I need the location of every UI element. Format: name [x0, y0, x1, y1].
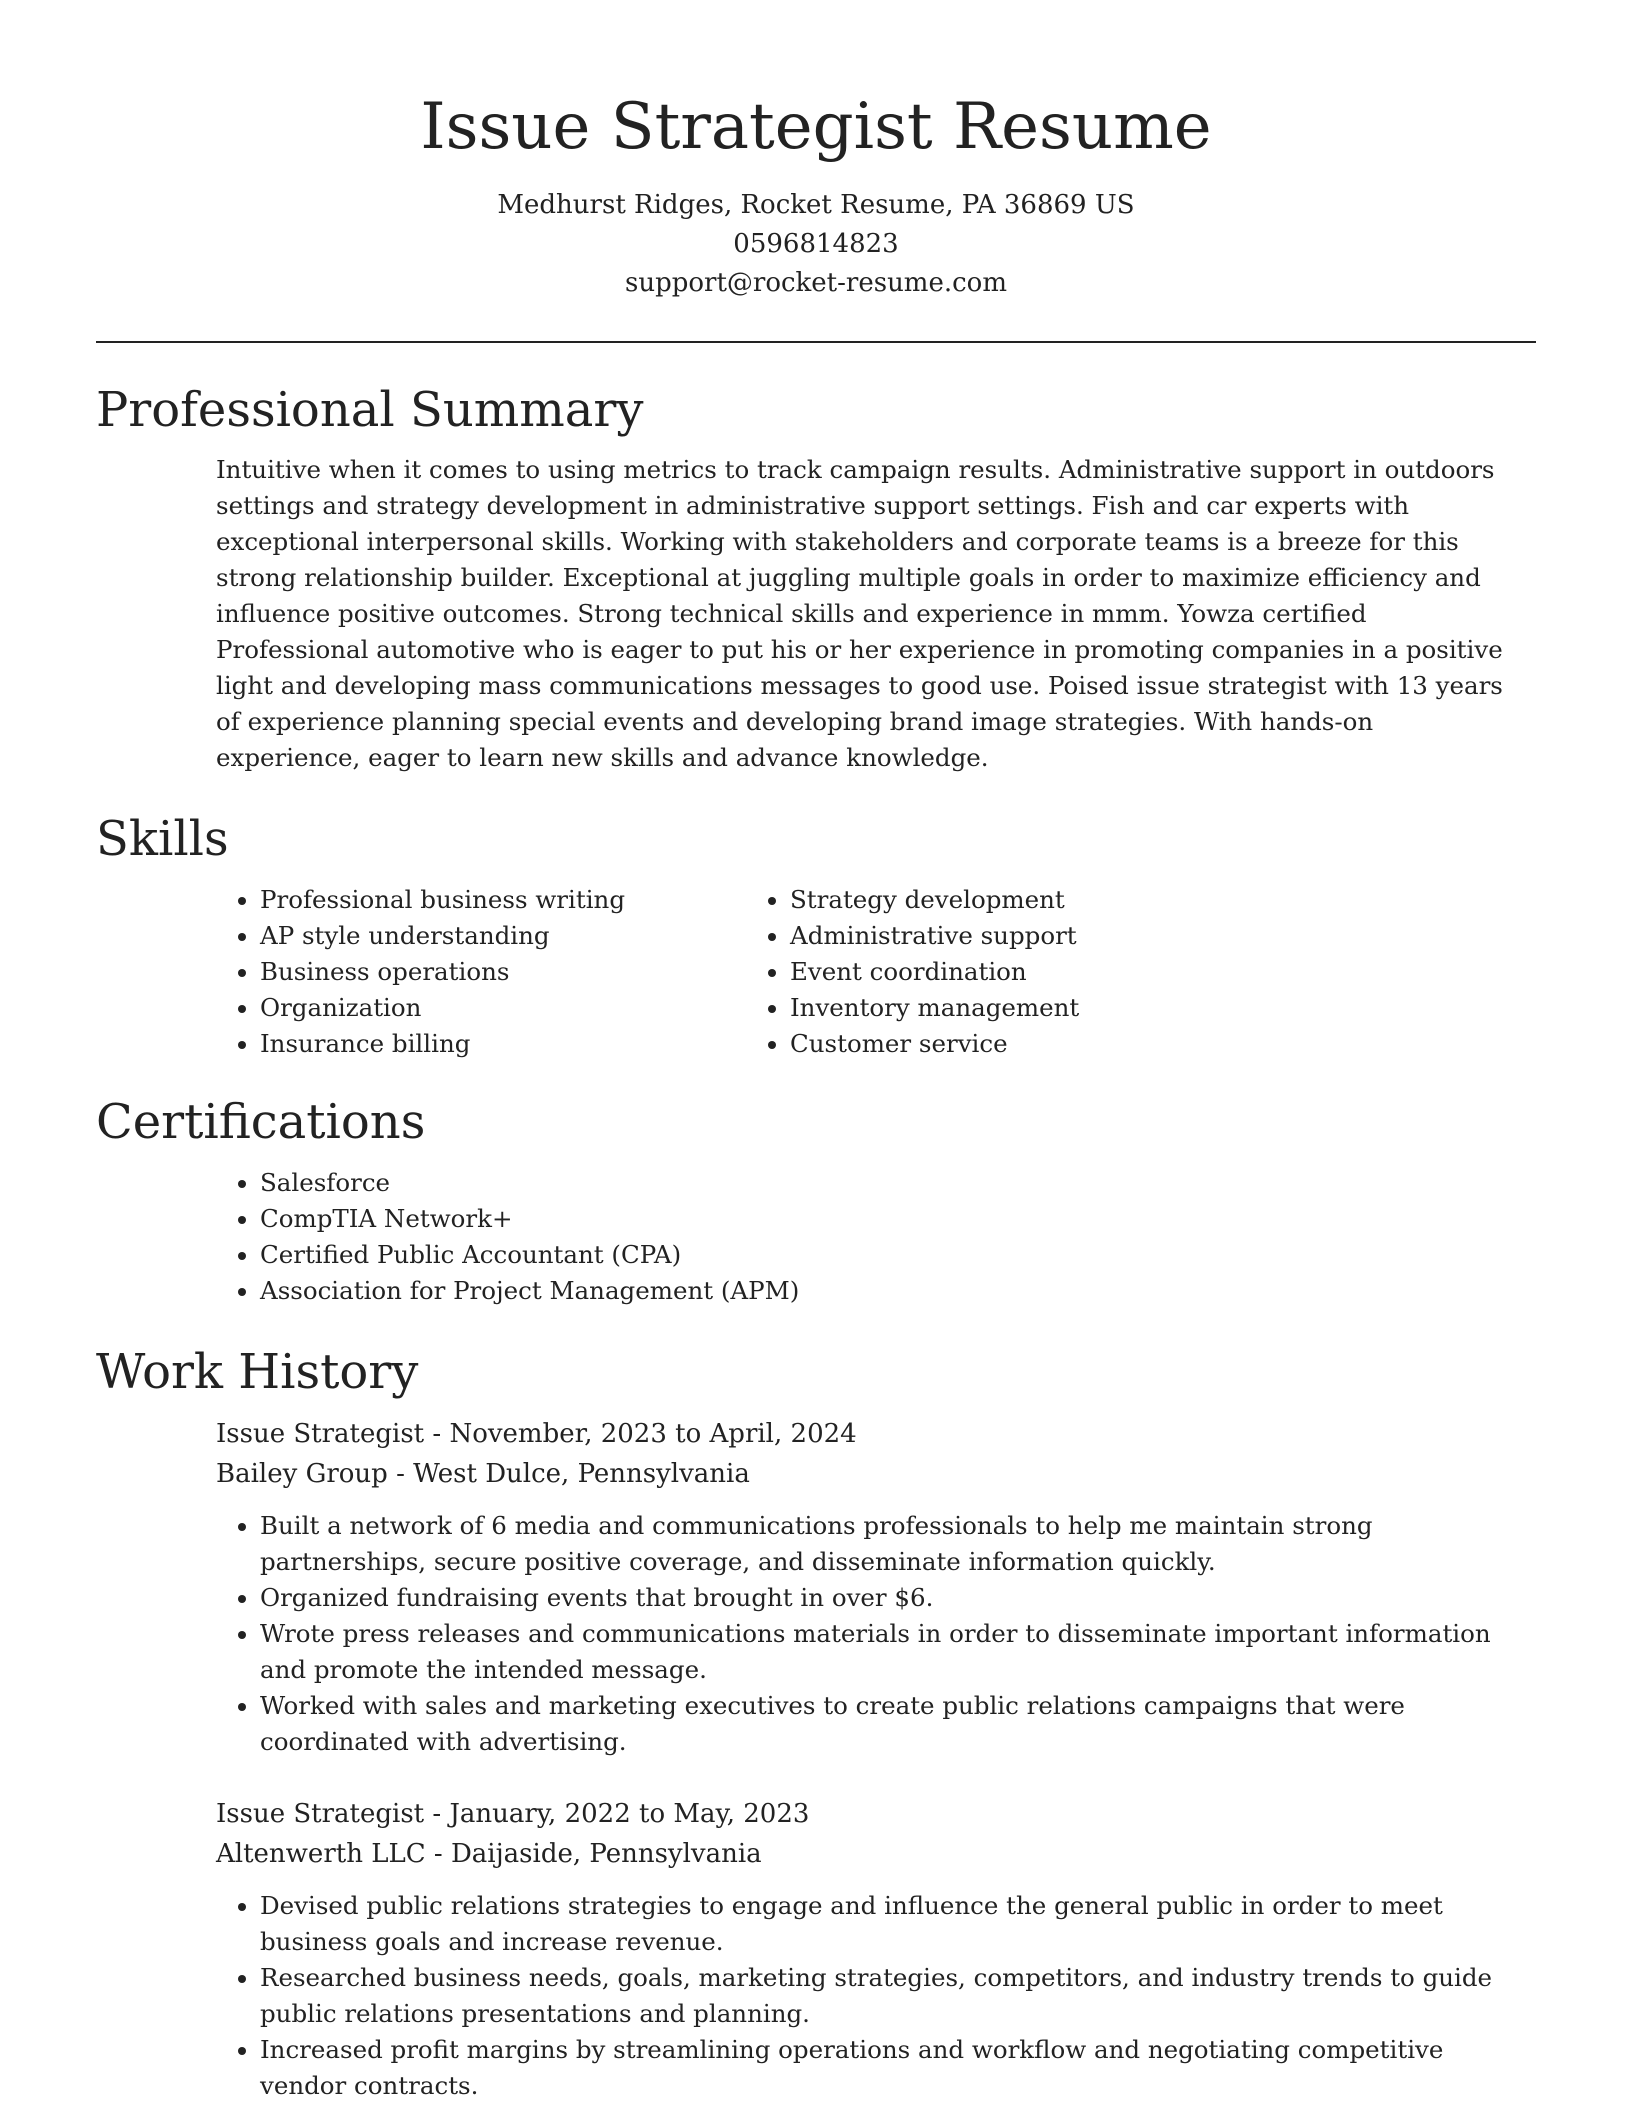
list-item: • Worked with sales and marketing executives to create public relations campaigns that were coordinated with advertising. [260, 1688, 1506, 1760]
list-item: • Increased profit margins by streamlining operations and workflow and negotiating competitive vendor contracts. [260, 2032, 1506, 2104]
list-item: • Event coordination [790, 954, 1396, 990]
phone-text: 0596814823 [733, 229, 899, 259]
skills-heading: Skills [96, 811, 229, 867]
job-title-line [216, 1794, 1536, 1834]
job-company-line [216, 1834, 1536, 1874]
job-dates: - January, 2022 to May, 2023 [424, 1799, 810, 1829]
job-entry [96, 1794, 1536, 2104]
certifications-list [96, 1165, 1536, 1309]
job-location: - Daijaside, Pennsylvania [425, 1839, 762, 1869]
list-item: • Professional business writing [260, 882, 746, 918]
certifications-heading: Certifications [96, 1094, 426, 1150]
header-divider [96, 341, 1536, 343]
list-item: • Strategy development [790, 882, 1396, 918]
job-company-line [216, 1454, 1536, 1494]
skills-section [96, 807, 1536, 1062]
list-item: • Organization [260, 990, 746, 1026]
job-company: Altenwerth LLC [216, 1839, 426, 1869]
summary-text: Intuitive when it comes to using metrics to track campaign results. Administrative support in outdoors settings and strategy development in administrative support settings. Fish and car experts with exceptional interpersonal skills. Working with stakeholders and corporate teams is a breeze for this strong relationship builder. Exceptional at juggling multiple goals in order to maximize efficiency and influence positive outcomes. Strong technical skills and experience in mmm. Yowza certified Professional automotive who is eager to put his or her experience in promoting companies in a positive light and developing mass communications messages to good use. Poised issue strategist with 13 years of experience planning special events and developing brand image strategies. With hands-on experience, eager to learn new skills and advance knowledge. [216, 455, 1503, 772]
summary-heading: Professional Summary [96, 382, 644, 438]
list-item: • Wrote press releases and communications materials in order to disseminate important information and promote the intended message. [260, 1616, 1506, 1688]
certifications-section [96, 1090, 1536, 1309]
list-item: • Association for Project Management (APM) [260, 1273, 1536, 1309]
job-title: Issue Strategist [216, 1799, 425, 1829]
list-item: • Certified Public Accountant (CPA) [260, 1237, 1536, 1273]
list-item: • Insurance billing [260, 1026, 746, 1062]
list-item: • Built a network of 6 media and communications professionals to help me maintain strong partnerships, secure positive coverage, and disseminate information quickly. [260, 1508, 1506, 1580]
list-item: • Organized fundraising events that brought in over $6. [260, 1580, 1506, 1616]
skills-grid [96, 882, 1536, 1062]
job-company: Bailey Group [216, 1459, 388, 1489]
job-dates: - November, 2023 to April, 2024 [424, 1419, 857, 1449]
job-location: - West Dulce, Pennsylvania [387, 1459, 750, 1489]
list-item: • Salesforce [260, 1165, 1536, 1201]
job-bullets [216, 1888, 1536, 2104]
page-title: Issue Strategist Resume [420, 90, 1212, 164]
work-history-section [96, 1340, 1536, 2104]
list-item: • CompTIA Network+ [260, 1201, 1536, 1237]
list-item: • Inventory management [790, 990, 1396, 1026]
job-bullets [216, 1508, 1536, 1760]
resume-header [0, 0, 1632, 303]
job-title: Issue Strategist [216, 1419, 425, 1449]
address-text: Medhurst Ridges, Rocket Resume, PA 36869 US [497, 190, 1135, 220]
skills-list-left [96, 882, 746, 1062]
skills-list-right [746, 882, 1396, 1062]
list-item: • Administrative support [790, 918, 1396, 954]
work-history-heading: Work History [96, 1344, 419, 1400]
job-entry [96, 1414, 1536, 1760]
list-item: • Devised public relations strategies to engage and influence the general public in order to meet business goals and increase revenue. [260, 1888, 1506, 1960]
job-title-line [216, 1414, 1536, 1454]
contact-info [0, 186, 1632, 303]
list-item: • Business operations [260, 954, 746, 990]
email-text: support@rocket-resume.com [624, 268, 1007, 298]
list-item: • Researched business needs, goals, marketing strategies, competitors, and industry trends to guide public relations presentations and planning. [260, 1960, 1506, 2032]
list-item: • Customer service [790, 1026, 1396, 1062]
summary-section [96, 378, 1536, 776]
list-item: • AP style understanding [260, 918, 746, 954]
